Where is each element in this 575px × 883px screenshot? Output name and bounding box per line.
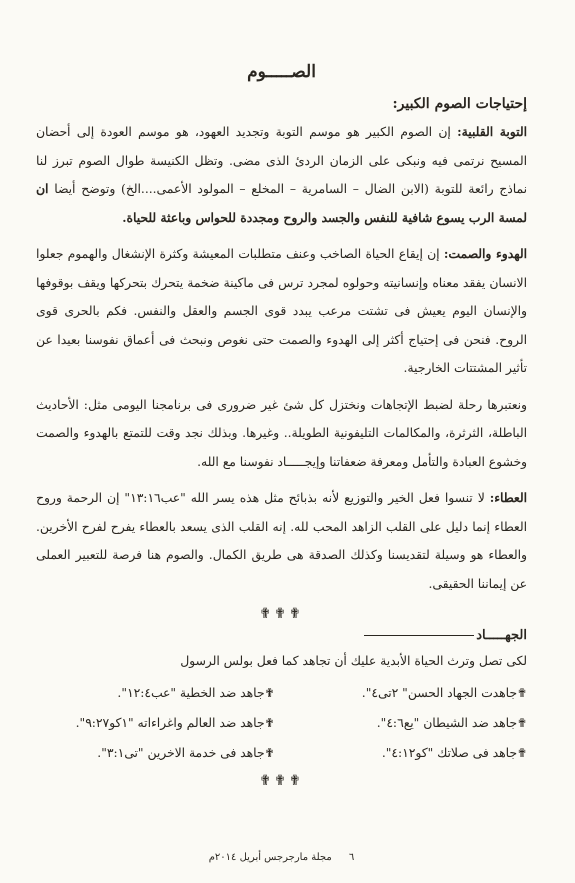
jihad-item: ✟ جاهدت الجهاد الحسن" ٢تى٤". (289, 679, 528, 707)
lead-repentance: التوبة القلبية: (457, 124, 527, 139)
paragraph-journey (36, 391, 527, 477)
page-footer (36, 852, 527, 863)
heading-underline (364, 635, 474, 636)
jihad-title: الجهـــــاد (476, 628, 527, 643)
magazine-name: مجلة مارجرجس أبريل ٢٠١٤م (208, 852, 332, 863)
jihad-intro: لكى تصل وترث الحياة الأبدية عليك أن تجاهد كما فعل بولس الرسول (180, 654, 527, 668)
text-journey: ونعتبرها رحلة لضبط الإتجاهات ونختزل كل شئ غير ضرورى فى برنامجنا اليومى مثل: الأحاديث الباطلة، الثرثرة، والمكالمات التليفونية الطويلة.. وغيرها. وبذلك نجد وقت للتمتع بالهدوء والصمت وخشوع العبادة والتأمل ومعرفة ضعفاتنا وإيجـــــاد نفوسنا مع الله. (36, 397, 527, 469)
page-title: الصـــــوم (247, 62, 316, 82)
jihad-list (36, 679, 527, 767)
jihad-item: ✟ جاهد فى صلاتك "كو٤:١٢". (289, 739, 528, 767)
lead-silence: الهدوء والصمت: (443, 246, 527, 261)
lead-giving: العطاء: (489, 490, 527, 505)
paragraph-repentance (36, 118, 527, 232)
section-heading: إحتياجات الصوم الكبير: (392, 96, 527, 112)
jihad-item: ✟ جاهد ضد الشيطان "يع٤:٦". (289, 709, 528, 737)
paragraph-giving (36, 484, 527, 598)
paragraph-silence (36, 240, 527, 383)
jihad-item: ✟ جاهد فى خدمة الاخرين "تى٣:١". (36, 739, 275, 767)
cross-divider-icon: ✟✟✟ (259, 606, 304, 622)
text-repentance: إن الصوم الكبير هو موسم التوبة وتجديد العهود، هو موسم العودة إلى أحضان المسيح نرتمى فيه ونبكى على الزمان الردئ الذى مضى. وتظل الكنيسة طوال الصوم تبرز لنا نماذج رائعة للتوبة (الابن الضال – السامرية – المخلع – المولود الأعمى....الخ) وتوضح أيضا (36, 125, 527, 196)
cross-divider-bottom-icon: ✟✟✟ (259, 773, 304, 789)
jihad-item: ✟ جاهد ضد العالم واغراءاته "١كو٩:٢٧". (36, 709, 275, 737)
page-number: ٦ (348, 852, 355, 863)
strong-repentance: ان لمسة الرب يسوع شافية للنفس والجسد والروح ومجددة للحواس وباعثة للحياة. (36, 181, 527, 225)
text-silence: إن إيقاع الحياة الصاخب وعنف متطلبات المعيشة وكثرة الإنشغال والهموم جعلوا الانسان يفقد معناه وإنسانيته وحولوه لمجرد ترس فى ماكينة ضخمة يتحرك بتحركها ويقف بوقوفها والإنسان اليوم يعيش فى تشتت مرعب يبدد قوى الجسم والعقل والنفس. فكم بالحرى قوى الروح. فنحن فى إحتياج أكثر إلى الهدوء والصمت حتى نغوص ونبحث فى أعماق نفوسنا بعيدا عن تأثير المشتتات الخارجية. (36, 247, 527, 375)
jihad-heading (36, 628, 527, 643)
text-giving: لا تنسوا فعل الخير والتوزيع لأنه بذبائح مثل هذه يسر الله "عب١٣:١٦" إن الرحمة وروح العطاء إنما دليل على القلب الزاهد المحب لله. إنه القلب الذى يسعد بالعطاء يفرح لفرح الأخرين. والعطاء هو وسيلة لتقديسنا وكذلك الصدقة هى طريق الكمال. والصوم هنا فرصة للتعبير العملى عن إيماننا الحقيقى. (36, 491, 527, 591)
jihad-item: ✟ جاهد ضد الخطية "عب١٢:٤". (36, 679, 275, 707)
